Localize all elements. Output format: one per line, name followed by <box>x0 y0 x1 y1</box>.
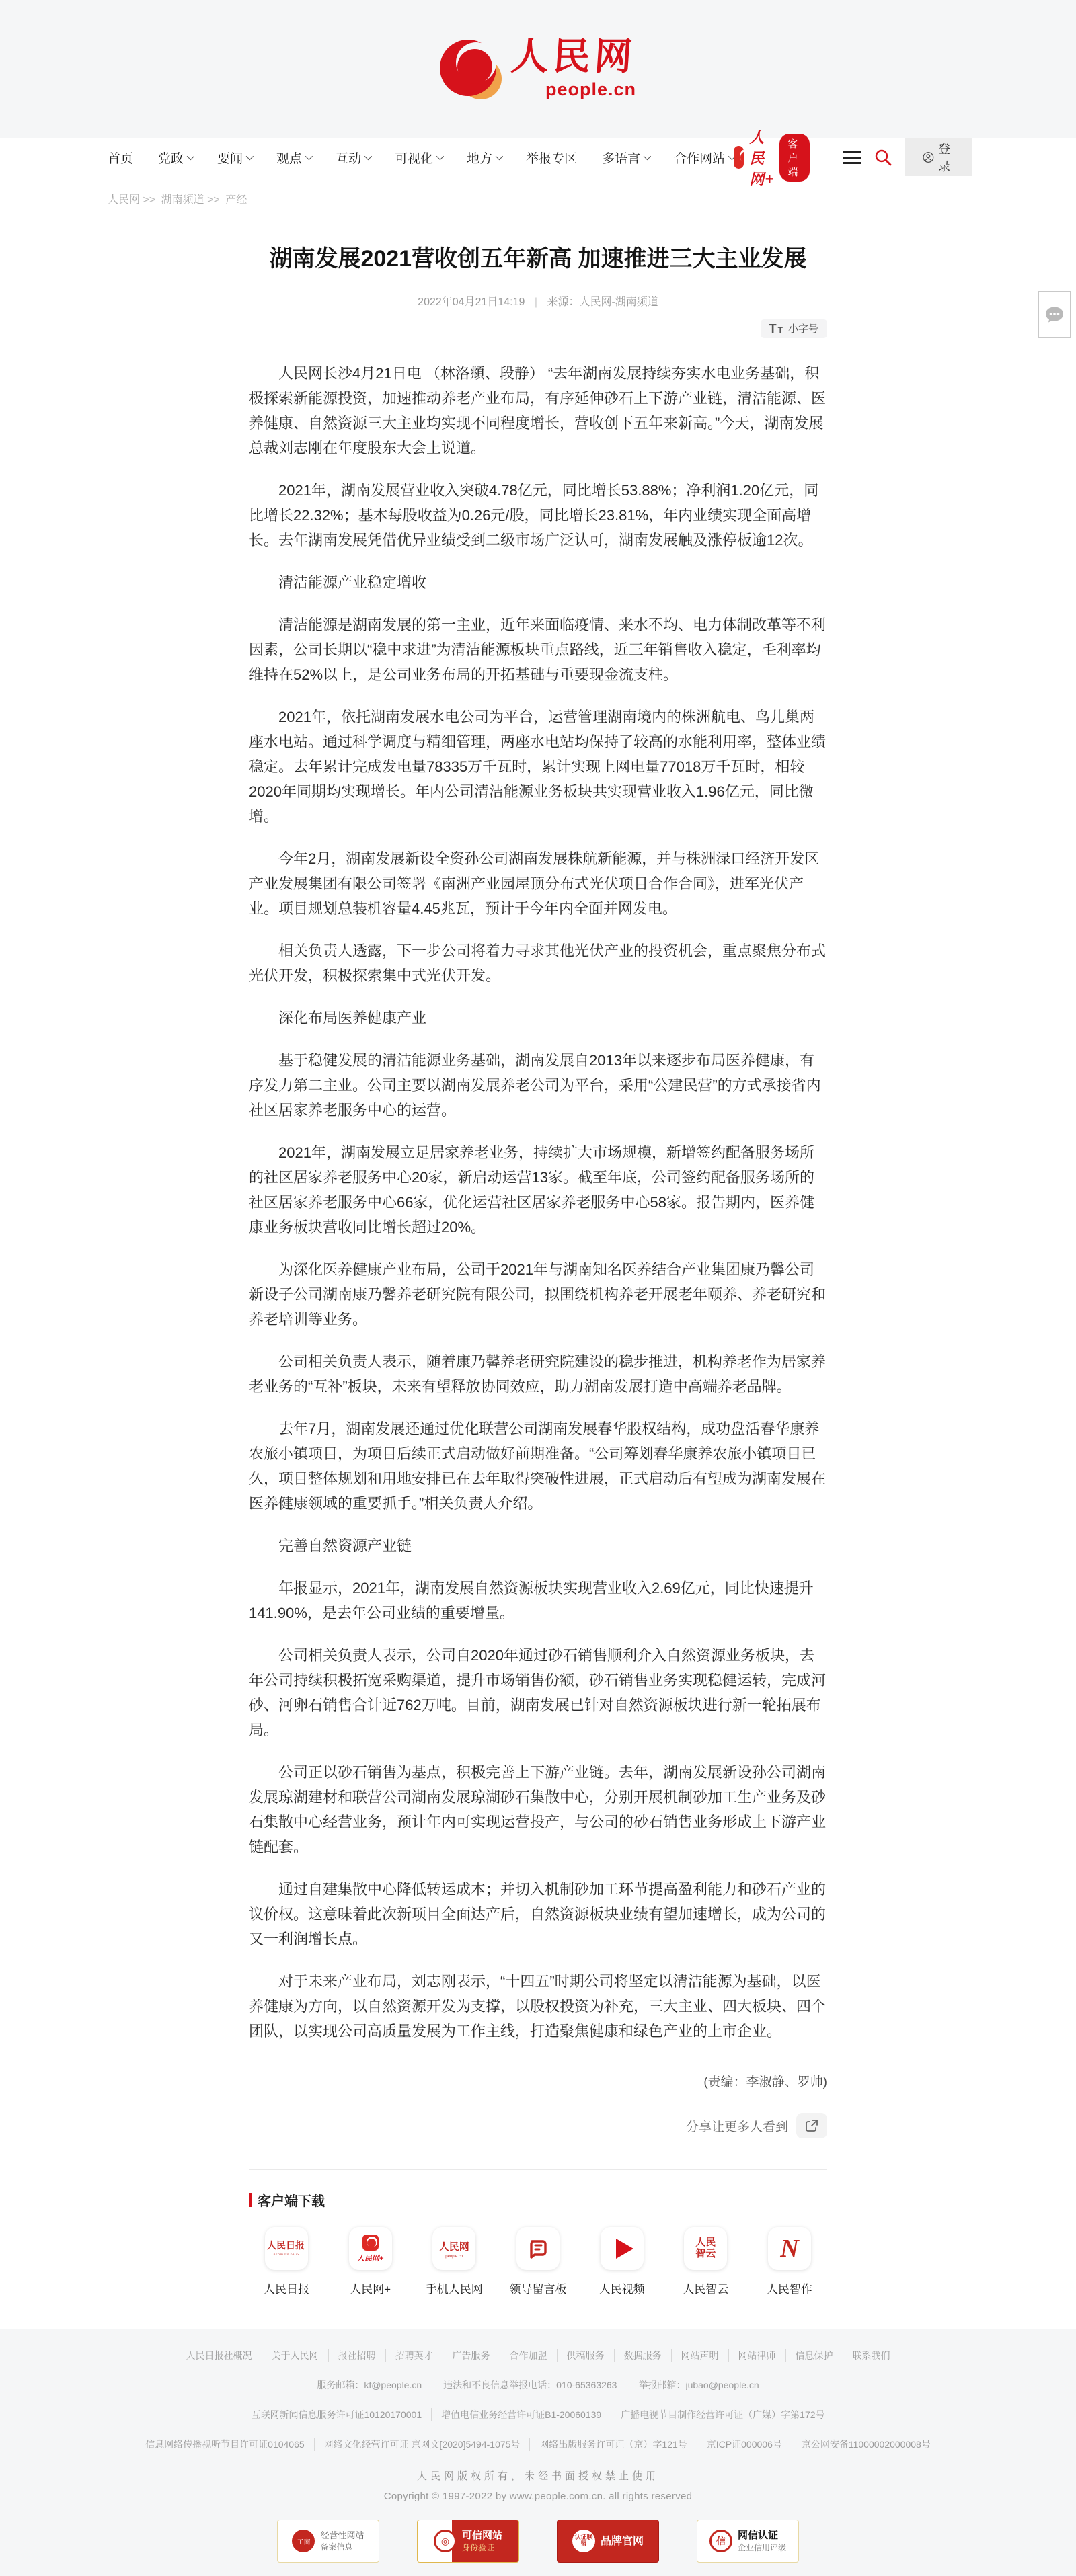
footer-badges <box>0 2520 1076 2563</box>
footer-contacts <box>0 2378 1076 2392</box>
paragraph: 公司相关负责人表示，公司自2020年通过砂石销售顺利介入自然资源业务板块，去年公司持续积极拓宽采购渠道，提升市场销售份额，砂石销售业务实现稳健运转，完成河砂、河卵石销售合计近762万吨。目前，湖南发展已针对自然资源板块进行新一轮拓展布局。 <box>249 1647 827 1739</box>
license-item[interactable]: 信息网络传播视听节目许可证0104065 <box>136 2438 315 2451</box>
main-nav <box>0 128 1076 188</box>
people-cn-logo-icon <box>440 40 499 99</box>
footer-licenses-1 <box>0 2408 1076 2421</box>
people-cn-logo[interactable] <box>440 35 638 100</box>
paragraph: 为深化医养健康产业布局，公司于2021年与湖南知名医养结合产业集团康乃馨公司新设子公司湖南康乃馨养老研究院有限公司，拟围绕机构养老开展老年颐养、养老研究和养老培训等业务。 <box>249 1261 827 1328</box>
paragraph: 相关负责人透露，下一步公司将着力寻求其他光伏产业的投资机会，重点聚焦分布式光伏开发，积极探索集中式光伏开发。 <box>249 942 827 985</box>
share-button[interactable] <box>796 2113 827 2138</box>
app-client-pill: 客户端 <box>779 134 809 182</box>
license-item[interactable]: 网络出版服务许可证（京）字121号 <box>530 2438 697 2451</box>
people-zhizuo-app-icon: N <box>768 2227 811 2270</box>
chevron-down-icon <box>187 153 194 160</box>
paragraph: 年报显示，2021年，湖南发展自然资源板块实现营业收入2.69亿元，同比快速提升141.90%，是去年公司业绩的重要增量。 <box>249 1580 814 1622</box>
meta-divider: | <box>534 296 538 309</box>
chevron-down-icon <box>364 153 372 160</box>
license-item[interactable]: 京公网安备11000002000008号 <box>801 2439 931 2450</box>
paragraph: 2021年，湖南发展营业收入突破4.78亿元，同比增长53.88%；净利润1.20亿元，同比增长22.32%；基本每股收益为0.26元/股，同比增长23.81%，年内业绩实现全面高增长。去年湖南发展凭借优异业绩受到二级市场广泛认可，湖南发展触及涨停板逾12次。 <box>249 482 819 549</box>
paragraph: 人民网长沙4月21日电 （林洛頫、段静） “去年湖南发展持续夯实水电业务基础，积极探索新能源投资，加速推动养老产业布局，有序延伸砂石上下游产业链，清洁能源、医养健康、自然资源三大主业均实现不同程度增长，营收创下五年来新高。”今天，湖南发展总裁刘志刚在年度股东大会上说道。 <box>249 365 827 457</box>
client-download-section <box>249 2190 827 2296</box>
comment-bubble-icon <box>1043 305 1066 325</box>
badge-wangxin-cert[interactable]: 信 网信认证 企业信用评级 <box>697 2520 799 2563</box>
license-item[interactable]: 互联网新闻信息服务许可证10120170001 <box>241 2408 432 2421</box>
paragraph: 去年7月，湖南发展还通过优化联营公司湖南发展春华股权结构，成功盘活春华康养农旅小镇项目，为项目后续正式启动做好前期准备。“公司筹划春华康养农旅小镇项目已久，项目整体规划和用地安排已在去年取得突破性进展，正式启动后有望成为湖南发展在医养健康领域的重要抓手。”相关负责人介绍。 <box>249 1420 827 1513</box>
copyright-cn: 人民网版权所有，未经书面授权禁止使用 <box>416 2470 659 2483</box>
badge-brand-official[interactable]: 认证联盟 品牌官网 <box>557 2520 659 2563</box>
paragraph: 对于未来产业布局，刘志刚表示，“十四五”时期公司将坚定以清洁能源为基础，以医养健康为方向，以自然资源开发为支撑，以股权投资为补充，三大主业、四大板块、四个团队，以实现公司高质量发展为工作主线，打造聚焦健康和绿色产业的上市企业。 <box>249 1973 827 2040</box>
people-video-app-icon <box>601 2227 644 2270</box>
people-plus-app-icon: 人民网+ <box>349 2227 392 2270</box>
breadcrumb <box>108 176 968 213</box>
publish-date: 2022年04月21日14:19 <box>418 296 525 309</box>
site-header <box>0 0 1076 138</box>
article-body <box>249 361 827 2044</box>
section-title: 客户端下载 <box>258 2194 325 2210</box>
paragraph: 今年2月，湖南发展新设全资孙公司湖南发展株航新能源，并与株洲渌口经济开发区产业发展集团有限公司签署《南洲产业园屋顶分布式光伏项目合作合同》，进军光伏产业。项目规划总装机容量4.45兆瓦，预计于今年内全面并网发电。 <box>249 850 820 918</box>
article-source[interactable]: 来源：人民网-湖南频道 <box>547 296 658 309</box>
breadcrumb-channel[interactable]: 湖南频道 <box>161 194 204 206</box>
app-people-daily[interactable]: 人民日报 PEOPLE'S DAILY 人民日报 <box>253 2227 320 2296</box>
article-meta <box>249 293 827 309</box>
gongshang-seal-icon: 工商 <box>292 2530 315 2552</box>
app-people-plus[interactable]: 人民网+ 人民网+ <box>337 2227 404 2296</box>
license-item[interactable]: 广播电视节目制作经营许可证（广媒）字第172号 <box>621 2409 825 2421</box>
footer-link[interactable]: 联系我们 <box>852 2350 890 2362</box>
badge-trusted-site[interactable]: ◎ 可信网站 身份验证 <box>417 2520 519 2563</box>
nav-item-news[interactable]: 要闻 <box>217 149 252 167</box>
breadcrumb-separator: >> <box>207 194 220 206</box>
app-client-badge[interactable] <box>734 126 809 189</box>
nav-item-local[interactable]: 地方 <box>467 149 501 167</box>
xin-seal-icon: 信 <box>709 2530 732 2552</box>
article <box>249 243 827 2138</box>
chevron-down-icon <box>305 153 313 160</box>
chevron-down-icon <box>246 153 254 160</box>
comment-float-button[interactable] <box>1038 291 1071 338</box>
section-heading: 深化布局医养健康产业 <box>278 1010 427 1027</box>
nav-item-opinion[interactable]: 观点 <box>276 149 311 167</box>
logo-subtitle: people.cn <box>545 79 636 99</box>
nav-item-languages[interactable]: 多语言 <box>602 149 649 167</box>
login-button[interactable] <box>905 138 972 176</box>
chevron-down-icon <box>644 153 651 160</box>
app-brand: 人民网+ <box>749 128 775 188</box>
nav-item-interact[interactable]: 互动 <box>336 149 370 167</box>
search-icon[interactable] <box>874 149 892 166</box>
font-size-toggle[interactable]: T T 小字号 <box>761 319 827 338</box>
chevron-down-icon <box>496 153 503 160</box>
app-message-board[interactable]: 领导留言板 <box>504 2227 572 2296</box>
share-label: 分享让更多人看到 <box>685 2120 788 2134</box>
report-email: 举报邮箱：jubao@people.cn <box>638 2380 759 2391</box>
nav-item-visual[interactable]: 可视化 <box>395 149 442 167</box>
page-title: 湖南发展2021营收创五年新高 加速推进三大主业发展 <box>269 246 807 272</box>
message-board-app-icon <box>516 2227 560 2270</box>
paragraph: 基于稳健发展的清洁能源业务基础，湖南发展自2013年以来逐步布局医养健康，有序发力第二主业。公司主要以湖南发展养老公司为平台，采用“公建民营”的方式承接省内社区居家养老服务中心的运营。 <box>249 1052 821 1119</box>
footer-link[interactable]: 网站律师 <box>729 2349 786 2362</box>
nav-item-party[interactable]: 党政 <box>158 149 192 167</box>
chevron-down-icon <box>436 153 444 160</box>
footer-link[interactable]: 报社招聘 <box>329 2349 386 2362</box>
people-daily-app-icon: 人民日报 PEOPLE'S DAILY <box>265 2227 308 2270</box>
paragraph: 2021年，湖南发展立足居家养老业务，持续扩大市场规模，新增签约配备服务场所的社区居家养老服务中心20家，新启动运营13家。截至年底，公司签约配备服务场所的社区居家养老服务中心66家，优化运营社区居家养老服务中心58家。报告期内，医养健康业务板块营收同比增长超过20%。 <box>249 1144 814 1236</box>
footer-link[interactable]: 人民日报社概况 <box>177 2349 262 2362</box>
breadcrumb-separator: >> <box>143 194 156 206</box>
user-icon <box>923 149 934 165</box>
copyright-en: Copyright © 1997-2022 by www.people.com.cn. all rights reserved <box>383 2491 693 2503</box>
paragraph: 2021年，依托湖南发展水电公司为平台，运营管理湖南境内的株洲航电、鸟儿巢两座水电站。通过科学调度与精细管理，两座水电站均保持了较高的水能利用率，整体业绩稳定。去年累计完成发电量78335万千瓦时，累计实现上网电量77018万千瓦时，相较2020年同期均实现增长。年内公司清洁能源业务板块共实现营业收入1.96亿元，同比微增。 <box>249 709 827 826</box>
app-people-zhizuo[interactable]: N 人民智作 <box>756 2227 823 2296</box>
footer-licenses-2 <box>0 2438 1076 2451</box>
people-zhiyun-app-icon: 人民 智云 <box>684 2227 727 2270</box>
report-phone: 违法和不良信息举报电话：010-65363263 <box>443 2380 617 2391</box>
app-people-video[interactable]: 人民视频 <box>588 2227 656 2296</box>
section-heading: 完善自然资源产业链 <box>278 1537 412 1555</box>
footer-link[interactable]: 合作加盟 <box>500 2349 558 2362</box>
section-accent-bar <box>249 2193 252 2207</box>
people-app-icon <box>734 146 744 169</box>
nav-item-report[interactable]: 举报专区 <box>526 151 578 166</box>
footer-link[interactable]: 数据服务 <box>615 2349 672 2362</box>
editor-note: (责编：李淑静、罗帅) <box>703 2075 827 2090</box>
mobile-people-app-icon: 人民网 people.cn <box>432 2227 475 2270</box>
app-mobile-people[interactable]: 人民网 people.cn 手机人民网 <box>420 2227 488 2296</box>
service-email: 服务邮箱：kf@people.cn <box>317 2380 422 2391</box>
footer-link[interactable]: 广告服务 <box>443 2349 500 2362</box>
nav-item-partners[interactable]: 合作网站 <box>674 149 734 167</box>
logo-title: 人民网 <box>509 35 638 77</box>
license-item[interactable]: 京ICP证000006号 <box>697 2438 792 2451</box>
footer-links <box>0 2349 1076 2362</box>
divider <box>249 2169 827 2170</box>
site-footer <box>0 2329 1076 2576</box>
footer-link[interactable]: 关于人民网 <box>262 2349 329 2362</box>
section-heading: 清洁能源产业稳定增收 <box>278 574 427 592</box>
breadcrumb-category[interactable]: 产经 <box>225 194 247 206</box>
paragraph: 公司正以砂石销售为基点，积极完善上下游产业链。去年，湖南发展新设孙公司湖南发展琼湖建材和联营公司湖南发展琼湖砂石集散中心，分别开展机制砂加工生产业务及砂石集散中心经营业务，预计年内可实现运营投产，与公司的砂石销售业务形成上下游产业链配套。 <box>249 1764 827 1856</box>
app-people-zhiyun[interactable]: 人民 智云 人民智云 <box>672 2227 739 2296</box>
share-icon <box>804 2118 819 2133</box>
footer-link[interactable]: 信息保护 <box>786 2349 843 2362</box>
trusted-swirl-icon: ◎ <box>434 2530 457 2552</box>
footer-link[interactable]: 网站声明 <box>672 2349 729 2362</box>
badge-icp-record[interactable]: 工商 经营性网站 备案信息 <box>277 2520 379 2563</box>
paragraph: 公司相关负责人表示，随着康乃馨养老研究院建设的稳步推进，机构养老作为居家养老业务的“互补”板块，未来有望释放协同效应，助力湖南发展打造中高端养老品牌。 <box>249 1353 827 1396</box>
paragraph: 通过自建集散中心降低转运成本；并切入机制砂加工环节提高盈利能力和砂石产业的议价权。这意味着此次新项目全面达产后，自然资源板块业绩有望加速增长，成为公司的又一利润增长点。 <box>249 1881 827 1948</box>
footer-link[interactable]: 招聘英才 <box>386 2349 443 2362</box>
play-icon <box>616 2239 633 2259</box>
footer-link[interactable]: 供稿服务 <box>558 2349 615 2362</box>
menu-icon[interactable] <box>843 151 861 164</box>
license-item[interactable]: 增值电信业务经营许可证B1-20060139 <box>432 2408 611 2421</box>
login-label: 登录 <box>937 143 950 173</box>
breadcrumb-home[interactable]: 人民网 <box>108 194 141 206</box>
nav-item-home[interactable]: 首页 <box>108 151 134 166</box>
cert-union-seal-icon: 认证联盟 <box>572 2530 595 2552</box>
license-item[interactable]: 网络文化经营许可证 京网文[2020]5494-1075号 <box>315 2438 531 2451</box>
paragraph: 清洁能源是湖南发展的第一主业，近年来面临疫情、来水不均、电力体制改革等不利因素，公司长期以“稳中求进”为清洁能源板块重点路线，近三年销售收入稳定，毛利率均维持在52%以上，是公司业务布局的开拓基础与重要现金流支柱。 <box>249 616 827 684</box>
